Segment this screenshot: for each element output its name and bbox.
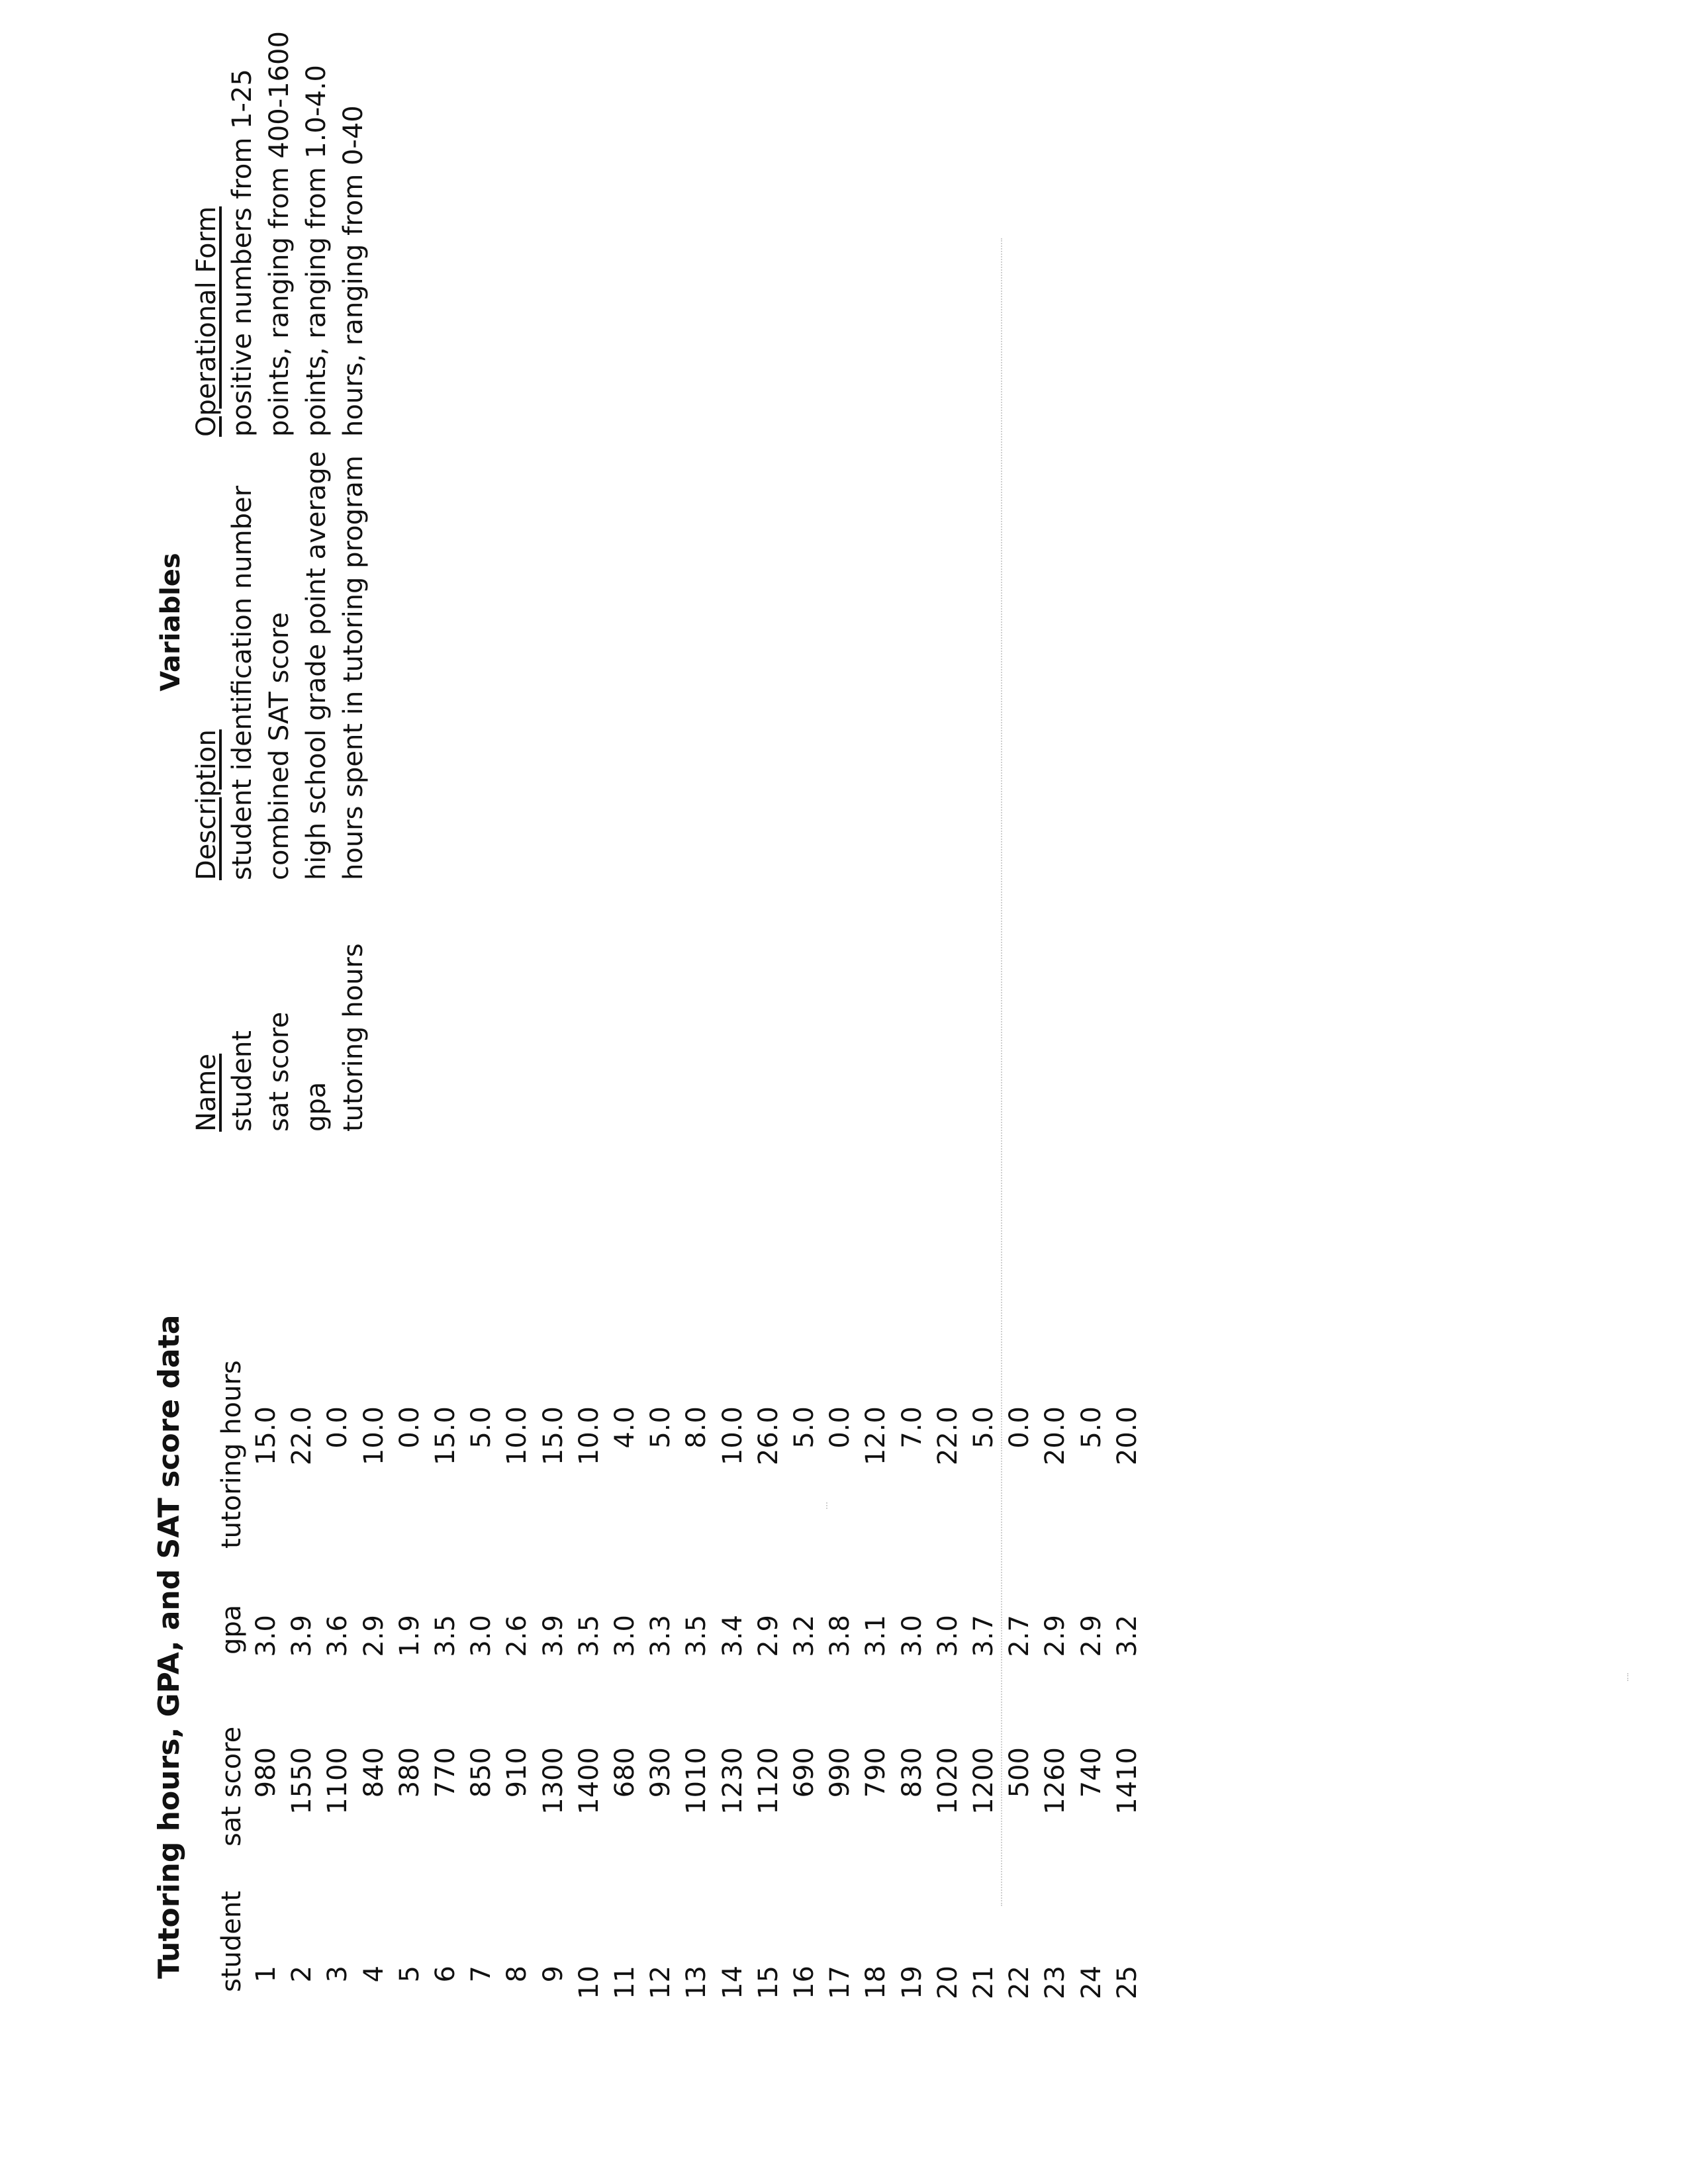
cell-sat-score: 830: [896, 1747, 927, 1798]
cell-gpa: 3.0: [610, 1615, 640, 1657]
cell-tutoring-hours: 26.0: [753, 1406, 784, 1466]
cell-gpa: 2.9: [358, 1615, 389, 1657]
variable-description: high school grade point average: [301, 451, 332, 880]
header-tutoring-hours: tutoring hours: [216, 1360, 247, 1549]
cell-sat-score: 1400: [573, 1747, 604, 1815]
cell-sat-score: 690: [789, 1747, 820, 1798]
cell-tutoring-hours: 0.0: [394, 1406, 425, 1449]
cell-gpa: 2.9: [1040, 1615, 1071, 1657]
variable-name: sat score: [264, 1011, 295, 1132]
cell-gpa: 3.5: [681, 1615, 712, 1657]
cell-sat-score: 930: [645, 1747, 677, 1798]
scan-artifact-line: [1001, 238, 1002, 1906]
cell-gpa: 3.2: [1111, 1615, 1143, 1657]
cell-gpa: 2.6: [502, 1615, 533, 1657]
variable-name: gpa: [301, 1081, 332, 1132]
cell-gpa: 1.9: [394, 1615, 425, 1657]
cell-tutoring-hours: 22.0: [932, 1406, 963, 1466]
cell-student: 16: [789, 1966, 820, 1999]
cell-gpa: 3.0: [466, 1615, 497, 1657]
cell-student: 7: [466, 1966, 497, 1983]
cell-gpa: 3.4: [717, 1615, 748, 1657]
cell-gpa: 3.2: [789, 1615, 820, 1657]
cell-student: 15: [753, 1966, 784, 1999]
variable-description: combined SAT score: [264, 612, 295, 880]
header-student: student: [216, 1891, 247, 1992]
cell-sat-score: 980: [251, 1747, 281, 1798]
cell-student: 5: [394, 1966, 425, 1983]
cell-sat-score: 1410: [1111, 1747, 1143, 1815]
cell-sat-score: 840: [358, 1747, 389, 1798]
header-gpa: gpa: [216, 1604, 247, 1655]
cell-sat-score: 1200: [968, 1747, 999, 1815]
cell-sat-score: 1010: [681, 1747, 712, 1815]
cell-student: 6: [430, 1966, 461, 1983]
cell-sat-score: 1230: [717, 1747, 748, 1815]
cell-tutoring-hours: 10.0: [717, 1406, 748, 1466]
cell-student: 14: [717, 1966, 748, 1999]
cell-tutoring-hours: 15.0: [251, 1406, 281, 1466]
cell-sat-score: 1100: [322, 1747, 353, 1815]
variable-operational-form: points, ranging from 1.0-4.0: [301, 64, 332, 437]
cell-sat-score: 1120: [753, 1747, 784, 1815]
cell-sat-score: 850: [466, 1747, 497, 1798]
cell-tutoring-hours: 20.0: [1111, 1406, 1143, 1466]
cell-sat-score: 990: [825, 1747, 856, 1798]
cell-sat-score: 1260: [1040, 1747, 1071, 1815]
cell-tutoring-hours: 4.0: [610, 1406, 640, 1449]
cell-tutoring-hours: 5.0: [645, 1406, 677, 1449]
variables-header-operational-form: Operational Form: [191, 206, 222, 437]
cell-gpa: 3.0: [896, 1615, 927, 1657]
variable-description: student identification number: [227, 485, 258, 880]
cell-tutoring-hours: 7.0: [896, 1406, 927, 1449]
cell-student: 11: [610, 1966, 640, 1999]
cell-tutoring-hours: 5.0: [466, 1406, 497, 1449]
cell-gpa: 2.9: [753, 1615, 784, 1657]
cell-tutoring-hours: 10.0: [573, 1406, 604, 1466]
cell-tutoring-hours: 5.0: [968, 1406, 999, 1449]
cell-student: 25: [1111, 1966, 1143, 1999]
cell-gpa: 3.9: [287, 1615, 318, 1657]
cell-student: 1: [251, 1966, 281, 1983]
cell-student: 2: [287, 1966, 318, 1983]
cell-tutoring-hours: 0.0: [322, 1406, 353, 1449]
cell-sat-score: 910: [502, 1747, 533, 1798]
cell-student: 22: [1004, 1966, 1035, 1999]
cell-gpa: 3.3: [645, 1615, 677, 1657]
cell-gpa: 3.7: [968, 1615, 999, 1657]
variables-header-description: Description: [191, 729, 222, 880]
variable-name: tutoring hours: [338, 943, 369, 1132]
cell-student: 8: [502, 1966, 533, 1983]
cell-sat-score: 380: [394, 1747, 425, 1798]
cell-tutoring-hours: 22.0: [287, 1406, 318, 1466]
cell-sat-score: 1300: [538, 1747, 569, 1815]
cell-student: 21: [968, 1966, 999, 1999]
cell-tutoring-hours: 0.0: [1004, 1406, 1035, 1449]
cell-tutoring-hours: 15.0: [538, 1406, 569, 1466]
cell-student: 10: [573, 1966, 604, 1999]
cell-gpa: 3.0: [251, 1615, 281, 1657]
variables-header-name: Name: [191, 1053, 222, 1132]
cell-student: 18: [861, 1966, 892, 1999]
cell-gpa: 3.5: [573, 1615, 604, 1657]
variable-operational-form: positive numbers from 1-25: [227, 69, 258, 437]
variables-heading: Variables: [156, 553, 186, 692]
cell-tutoring-hours: 0.0: [825, 1406, 856, 1449]
cell-tutoring-hours: 15.0: [430, 1406, 461, 1466]
cell-sat-score: 770: [430, 1747, 461, 1798]
variable-operational-form: hours, ranging from 0-40: [338, 105, 369, 437]
cell-sat-score: 1020: [932, 1747, 963, 1815]
cell-gpa: 3.0: [932, 1615, 963, 1657]
cell-student: 4: [358, 1966, 389, 1983]
cell-gpa: 2.9: [1076, 1615, 1107, 1657]
cell-student: 20: [932, 1966, 963, 1999]
cell-sat-score: 740: [1076, 1747, 1107, 1798]
cell-tutoring-hours: 5.0: [789, 1406, 820, 1449]
cell-tutoring-hours: 12.0: [861, 1406, 892, 1466]
variable-name: student: [227, 1030, 258, 1132]
cell-student: 12: [645, 1966, 677, 1999]
cell-student: 19: [896, 1966, 927, 1999]
cell-sat-score: 1550: [287, 1747, 318, 1815]
variable-operational-form: points, ranging from 400-1600: [264, 31, 295, 437]
cell-tutoring-hours: 10.0: [502, 1406, 533, 1466]
cell-sat-score: 790: [861, 1747, 892, 1798]
cell-gpa: 3.6: [322, 1615, 353, 1657]
cell-student: 23: [1040, 1966, 1071, 1999]
cell-tutoring-hours: 5.0: [1076, 1406, 1107, 1449]
scan-artifact-dot: [826, 1502, 827, 1509]
cell-student: 3: [322, 1966, 353, 1983]
cell-tutoring-hours: 20.0: [1040, 1406, 1071, 1466]
header-sat-score: sat score: [216, 1726, 247, 1846]
cell-gpa: 3.9: [538, 1615, 569, 1657]
cell-student: 13: [681, 1966, 712, 1999]
cell-sat-score: 680: [610, 1747, 640, 1798]
cell-sat-score: 500: [1004, 1747, 1035, 1798]
data-table-title: Tutoring hours, GPA, and SAT score data: [152, 1314, 186, 1979]
scan-artifact-dot: [1627, 1673, 1628, 1681]
cell-student: 17: [825, 1966, 856, 1999]
cell-gpa: 2.7: [1004, 1615, 1035, 1657]
cell-gpa: 3.5: [430, 1615, 461, 1657]
cell-gpa: 3.8: [825, 1615, 856, 1657]
cell-student: 24: [1076, 1966, 1107, 1999]
cell-student: 9: [538, 1966, 569, 1983]
cell-tutoring-hours: 10.0: [358, 1406, 389, 1466]
variable-description: hours spent in tutoring program: [338, 455, 369, 880]
cell-tutoring-hours: 8.0: [681, 1406, 712, 1449]
cell-gpa: 3.1: [861, 1615, 892, 1657]
